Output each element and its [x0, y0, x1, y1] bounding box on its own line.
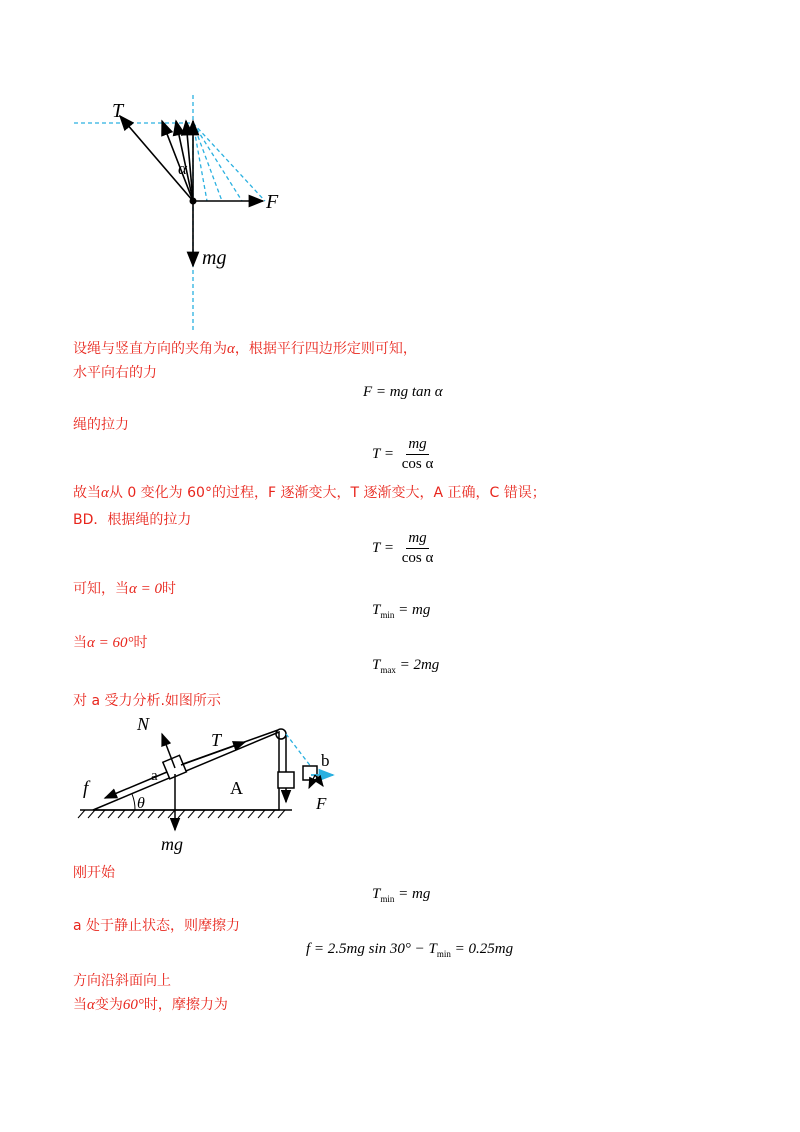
- label-f: F: [266, 191, 279, 213]
- text-line-6: 可知，当α = 0时: [73, 581, 176, 597]
- label-theta: θ: [137, 795, 145, 812]
- label-mg: mg: [202, 247, 227, 269]
- text-line-5: BD．根据绳的拉力: [73, 512, 192, 528]
- friction-arrow: [105, 772, 167, 798]
- text-line-8: 对 a 受力分析.如图所示: [73, 693, 221, 709]
- label-wedge-a: A: [230, 778, 243, 798]
- label-f-friction: f: [83, 778, 89, 799]
- label-t: T: [112, 100, 124, 122]
- label-alpha: α: [178, 159, 187, 178]
- text-line-12: 当α变为60°时，摩擦力为: [73, 997, 228, 1013]
- equation-6: $T_{min}$ = mg: [372, 886, 431, 904]
- text-line-3: 绳的拉力: [73, 417, 129, 433]
- equation-2: T = $\frac{mg}{\text{cos α}}$: [372, 436, 434, 472]
- label-a: a: [151, 768, 158, 784]
- block-b: [303, 766, 317, 780]
- text-line-9: 刚开始: [73, 865, 115, 881]
- label-n: N: [137, 714, 150, 734]
- text-line-2: 水平向右的力: [73, 365, 157, 381]
- text-line-11: 方向沿斜面向上: [73, 973, 171, 989]
- text-line-4: 故当α从 0 变化为 60°的过程，F 逐渐变大，T 逐渐变大，A 正确，C 错误；: [73, 485, 546, 501]
- text-line-7: 当α = 60°时: [73, 635, 148, 651]
- equation-5: $T_{max} = 2mg$: [372, 657, 440, 675]
- equation-7: f = 2.5mg $\sin 30^\circ - T_{min} = 0.25mg$: [306, 941, 514, 959]
- label-t2: T: [211, 730, 222, 750]
- force-diagram-1: [60, 90, 320, 330]
- text-line-1: 设绳与竖直方向的夹角为α，根据平行四边形定则可知，: [73, 341, 417, 357]
- text-line-10: a 处于静止状态，则摩擦力: [73, 918, 241, 934]
- label-f-force: F: [316, 794, 327, 813]
- hanging-block: [278, 772, 294, 788]
- incline-diagram: [75, 712, 365, 857]
- equation-4: $T_{min}$ = mg: [372, 602, 431, 620]
- label-mg-2: mg: [161, 834, 183, 854]
- equation-1: F = mg tan α: [363, 384, 443, 400]
- label-b: b: [321, 751, 330, 770]
- equation-3: T = $\frac{mg}{\text{cos α}}$: [372, 530, 434, 566]
- pivot-point: [190, 198, 197, 205]
